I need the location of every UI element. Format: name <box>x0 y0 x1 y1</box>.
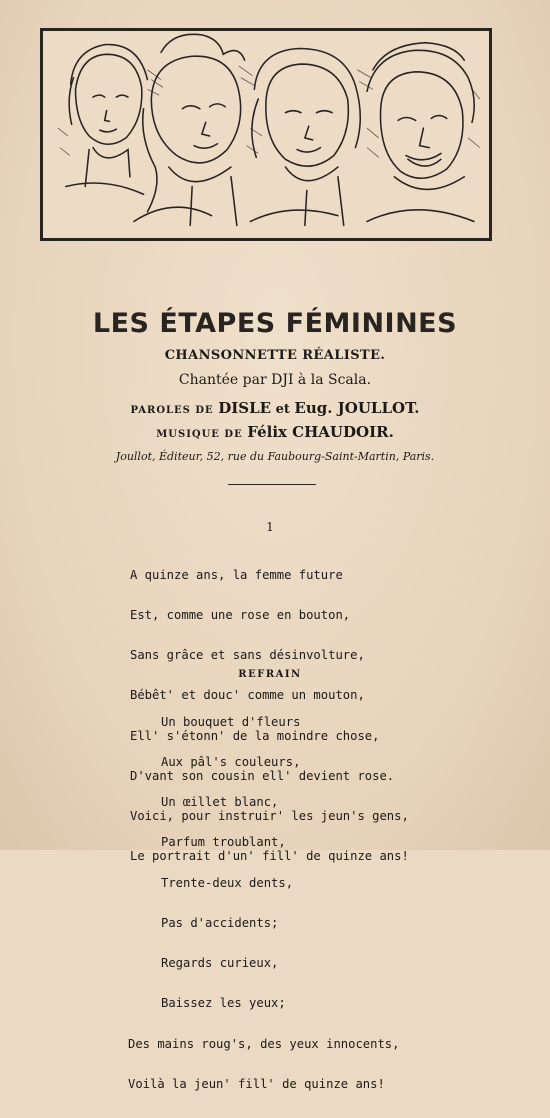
refrain-lines <box>128 689 400 1118</box>
composer-credit <box>0 423 550 441</box>
verse-line: D'vant son cousin ell' devient rose. <box>130 768 395 783</box>
verse-line: Le portrait d'un' fill' de quinze ans! <box>130 849 409 864</box>
refrain-line: Voilà la jeun' fill' de quinze ans! <box>128 1076 385 1091</box>
verse-line: Bébêt' et douc' comme un mouton, <box>130 688 365 703</box>
verse-number: 1 <box>266 520 274 534</box>
four-women-portrait-illustration <box>40 28 492 241</box>
performer-credit: Chantée par DJI à la Scala. <box>178 372 372 388</box>
lyricists-credit <box>0 399 550 417</box>
refrain-line: Des mains roug's, des yeux innocents, <box>128 1036 400 1051</box>
refrain-line: Regards curieux, <box>161 956 279 971</box>
refrain-line: Baissez les yeux; <box>161 996 286 1011</box>
verse-line: Voici, pour instruir' les jeun's gens, <box>130 809 409 824</box>
refrain-line: Aux pâl's couleurs, <box>161 755 301 770</box>
composer-name: Félix CHAUDOIR. <box>247 423 394 441</box>
engraving-drawing <box>43 31 489 238</box>
words-label: PAROLES DE <box>130 405 214 416</box>
verse-line: Ell' s'étonn' de la moindre chose, <box>130 728 380 743</box>
verse-line: A quinze ans, la femme future <box>130 567 343 582</box>
song-subtitle: CHANSONNETTE RÉALISTE. <box>164 348 386 363</box>
and-word: et <box>275 402 290 417</box>
refrain-line: Pas d'accidents; <box>161 915 279 930</box>
lyricist-1: DISLE <box>218 399 272 417</box>
refrain-line: Parfum troublant, <box>161 835 286 850</box>
refrain-line: Un œillet blanc, <box>161 795 279 810</box>
song-title: LES ÉTAPES FÉMININES <box>92 308 458 339</box>
refrain-label: REFRAIN <box>238 669 302 680</box>
refrain-line: Trente-deux dents, <box>161 875 294 890</box>
publisher-line: Joullot, Éditeur, 52, rue du Faubourg-Saint-Martin, Paris. <box>115 450 435 463</box>
section-divider <box>228 484 316 485</box>
music-label: MUSIQUE DE <box>156 429 243 440</box>
verse-line: Est, comme une rose en bouton, <box>130 608 351 623</box>
verse-line: Sans grâce et sans désinvolture, <box>130 648 365 663</box>
lyricist-2: Eug. JOULLOT. <box>294 399 420 417</box>
refrain-line: Un bouquet d'fleurs <box>161 714 301 729</box>
